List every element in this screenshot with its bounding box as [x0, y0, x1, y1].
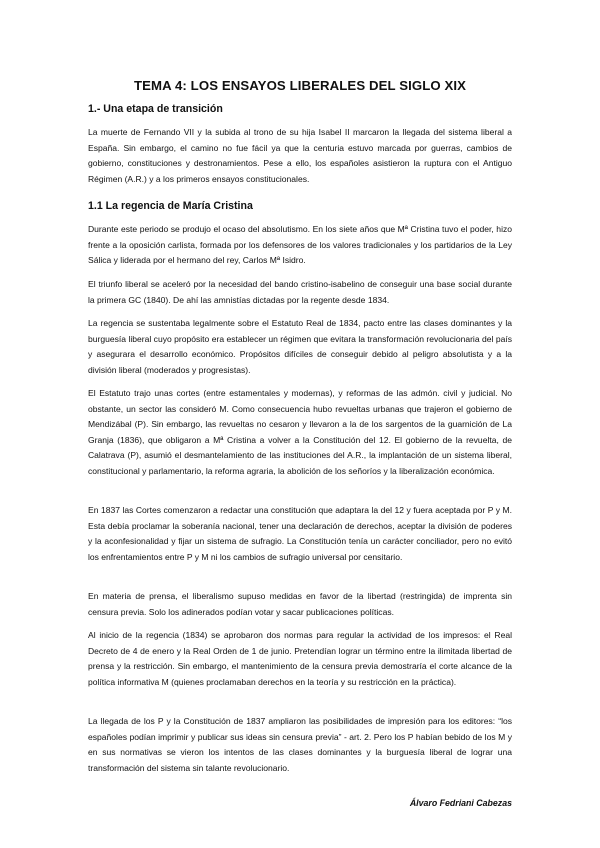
paragraph-8: La llegada de los P y la Constitución de 1837 ampliaron las posibilidades de impresión para los editores: “los españoles podían imprimir y publicar sus ideas sin censura previa” - art. 2. Pero los P habían bebido de los M y en sus normativas se vieron los intentos de las clases dominantes y la burguesía liberal de lograr una transformación del sistema sin talante revolucionario. — [88, 716, 512, 773]
section-heading-1-1: 1.1 La regencia de María Cristina — [88, 200, 253, 212]
paragraph-1: Durante este periodo se produjo el ocaso del absolutismo. En los siete años que Mª Cristina tuvo el poder, hizo frente a la oposición carlista, formada por los defensores de los valores tradicionales y los partidarios de la Ley Sálica y liderada por el hermano del rey, Carlos Mª Isidro. — [88, 224, 512, 266]
page-title: TEMA 4: LOS ENSAYOS LIBERALES DEL SIGLO XIX — [133, 78, 467, 93]
section-heading-1: 1.- Una etapa de transición — [88, 103, 223, 115]
section-1-paragraph: La muerte de Fernando VII y la subida al trono de su hija Isabel II marcaron la llegada del sistema liberal a España. Sin embargo, el camino no fue fácil ya que la centuria estuvo marcada por guerras, cambios de gobierno, constituciones y destronamientos. Pese a ello, los españoles asistieron la ruptura con el Antiguo Régimen (A.R.) y a los primeros ensayos constitucionales. — [88, 127, 512, 184]
paragraph-4: El Estatuto trajo unas cortes (entre estamentales y modernas), y reformas de las admón. civil y judicial. No obstante, un sector las consideró M. Como consecuencia hubo revueltas urbanas que trajeron el gobierno de Mendizábal (P). Sin embargo, las revueltas no cesaron y llevaron a la de los sargentos de la guarnición de La Granja (1836), que obligaron a Mª Cristina a volver a la Constitución del 12. El gobierno de la revuelta, de Calatrava (P), asumió el desmantelamiento de las instituciones del A.R., la implantación de un sistema liberal, constitucional y parlamentario, la reforma agraria, la abolición de los señoríos y la liberalización económica. — [88, 388, 512, 476]
paragraph-2: El triunfo liberal se aceleró por la necesidad del bando cristino-isabelino de conseguir una base social durante la primera GC (1840). De ahí las amnistías dictadas por la regente desde 1834. — [88, 279, 512, 305]
paragraph-7: Al inicio de la regencia (1834) se aprobaron dos normas para regular la actividad de los impresos: el Real Decreto de 4 de enero y la Real Orden de 1 de junio. Pretendían lograr un término entre la ilimitada libertad de prensa y la restricción. Sin embargo, el mantenimiento de la censura previa demostraría el corte alcance de la política informativa M (quienes proclamaban derechos en la teoría y su restricción en la práctica). — [88, 630, 512, 687]
author-signature: Álvaro Fedriani Cabezas — [409, 798, 512, 808]
paragraph-3: La regencia se sustentaba legalmente sobre el Estatuto Real de 1834, pacto entre las clases dominantes y la burguesía liberal cuyo propósito era establecer un régimen que evitara la transformación revolucionaria del país y asegurara el desarrollo económico. Propósitos difíciles de conseguir debido al peligro absolutista y a la división liberal (moderados y progresistas). — [88, 318, 512, 375]
paragraph-6: En materia de prensa, el liberalismo supuso medidas en favor de la libertad (restringida) de imprenta sin censura previa. Solo los adinerados podían votar y sacar publicaciones políticas. — [88, 591, 512, 617]
paragraph-5: En 1837 las Cortes comenzaron a redactar una constitución que adaptara la del 12 y fuera aceptada por P y M. Esta debía proclamar la soberanía nacional, tener una declaración de derechos, aceptar la división de poderes y la aconfesionalidad y fijar un sistema de sufragio. La Constitución tenía un carácter conciliador, pero no evitó los enfrentamientos entre P y M ni los cambios de sufragio universal por censitario. — [88, 505, 512, 562]
